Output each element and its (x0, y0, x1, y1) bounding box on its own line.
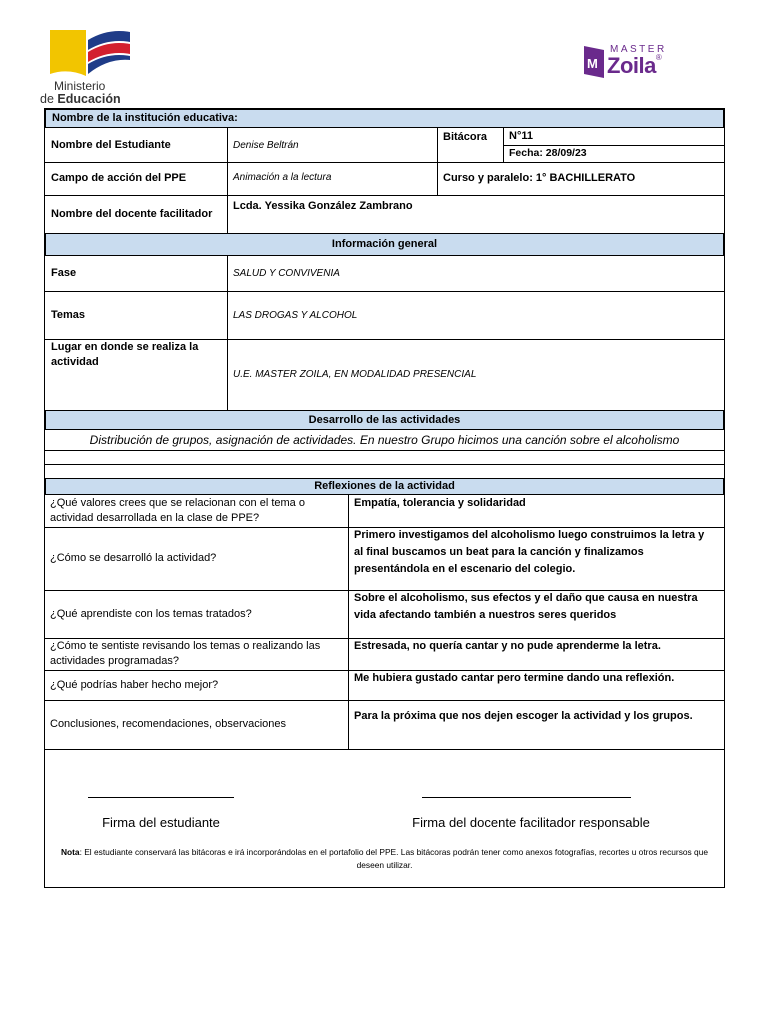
student-signature-line (88, 797, 234, 798)
grid-line (45, 749, 724, 750)
reflection-answer: Estresada, no quería cantar y no pude aprenderme la letra. (354, 640, 661, 652)
school-name-text: Zoila® (607, 53, 662, 78)
reflection-answer: Primero investigamos del alcoholismo luego construimos la letra y al final buscamos un beat para la canción y finalizamos presentándola en el escenario del colegio. (354, 529, 705, 575)
bitacora-number: N°11 (509, 130, 533, 142)
student-signature-label: Firma del estudiante (102, 815, 220, 830)
course-text: Curso y paralelo: 1° BACHILLERATO (443, 172, 636, 184)
grid-line (227, 256, 228, 410)
grid-line (348, 495, 349, 749)
grid-line (45, 590, 724, 591)
school-master-text: MASTER (610, 44, 667, 55)
student-label: Nombre del Estudiante (51, 138, 171, 151)
teacher-signature-label: Firma del docente facilitador responsable (412, 815, 650, 830)
reflection-question: ¿Qué podrías haber hecho mejor? (50, 678, 219, 691)
reflection-answer: Sobre el alcoholismo, sus efectos y el daño que causa en nuestra vida afectando también a nuestros seres queridos (354, 592, 698, 621)
logbook-form (44, 108, 725, 888)
student-value: Denise Beltrán (233, 139, 299, 151)
grid-line (45, 162, 724, 163)
grid-line (45, 291, 724, 292)
grid-line (45, 339, 724, 340)
grid-line (503, 145, 724, 146)
ministry-logo (40, 28, 140, 108)
school-logo (580, 44, 690, 84)
development-title: Desarrollo de las actividades (45, 410, 724, 430)
teacher-value: Lcda. Yessika González Zambrano (233, 200, 413, 212)
general-info-title: Información general (45, 233, 724, 256)
ministry-name-line2: de Educación (40, 92, 121, 106)
development-text: Distribución de grupos, asignación de actividades. En nuestro Grupo hicimos una canción sobre el alcoholismo (89, 432, 680, 447)
phase-label: Fase (51, 267, 77, 279)
reflection-question: ¿Qué aprendiste con los temas tratados? (50, 607, 252, 620)
reflection-question: Conclusiones, recomendaciones, observaciones (50, 718, 287, 730)
teacher-label: Nombre del docente facilitador (51, 207, 213, 220)
place-label: Lugar en donde se realiza la actividad (51, 341, 199, 368)
grid-line (45, 527, 724, 528)
bitacora-date: Fecha: 28/09/23 (509, 147, 587, 159)
topics-label: Temas (51, 308, 86, 321)
phase-value: SALUD Y CONVIVENIA (233, 268, 340, 279)
grid-line (45, 450, 724, 451)
ministry-flag-icon (50, 28, 132, 80)
reflection-answer: Empatía, tolerancia y solidaridad (354, 497, 526, 509)
school-book-icon (582, 44, 606, 80)
note-text: Nota: El estudiante conservará las bitácoras e irá incorporándolas en el portafolio del PPE. Las bitácoras podrán tener como anexos fotografías, recortes u otros recursos que deseen utilizar. (60, 847, 709, 870)
place-value: U.E. MASTER ZOILA, EN MODALIDAD PRESENCIAL (233, 368, 477, 380)
reflection-answer: Me hubiera gustado cantar pero termine dando una reflexión. (354, 672, 675, 684)
grid-line (45, 195, 724, 196)
reflection-answer: Para la próxima que nos dejen escoger la actividad y los grupos. (354, 710, 693, 722)
institution-label: Nombre de la institución educativa: (45, 109, 724, 128)
svg-text:M: M (587, 56, 598, 71)
grid-line (45, 670, 724, 671)
field-label: Campo de acción del PPE (51, 172, 187, 184)
grid-line (45, 638, 724, 639)
reflections-title: Reflexiones de la actividad (45, 478, 724, 495)
grid-line (45, 464, 724, 465)
bitacora-label: Bitácora (443, 130, 488, 143)
teacher-signature-line (422, 797, 631, 798)
topics-value: LAS DROGAS Y ALCOHOL (233, 309, 358, 321)
grid-line (503, 128, 504, 162)
reflection-question: ¿Cómo se desarrolló la actividad? (50, 552, 217, 564)
reflection-question: ¿Qué valores crees que se relacionan con el tema o actividad desarrollada en la clase de PPE? (50, 497, 305, 524)
grid-line (437, 128, 438, 195)
grid-line (227, 128, 228, 233)
field-value: Animación a la lectura (233, 172, 332, 183)
ministry-name-line1: Ministerio (54, 79, 106, 93)
reflection-question: ¿Cómo te sentiste revisando los temas o realizando las actividades programadas? (50, 640, 321, 667)
grid-line (45, 700, 724, 701)
